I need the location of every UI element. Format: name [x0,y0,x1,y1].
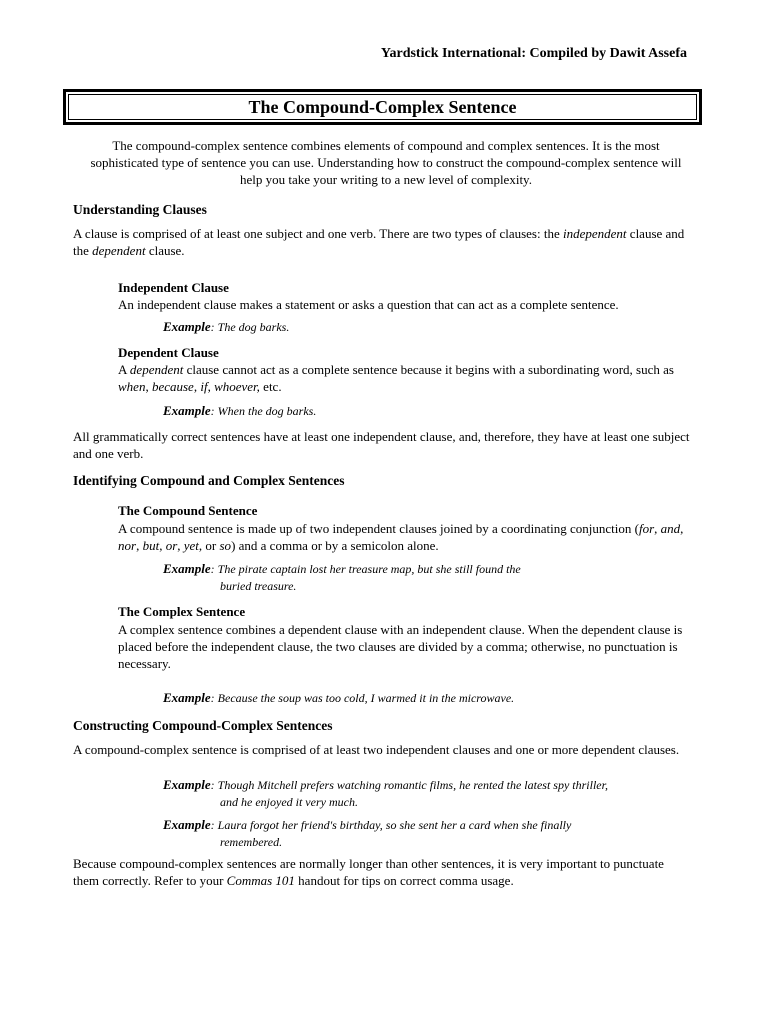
conjunction: but [142,538,160,553]
section-heading-constructing: Constructing Compound-Complex Sentences [73,718,333,733]
page-title: The Compound-Complex Sentence [68,94,697,120]
word-separator: , [654,521,661,536]
independent-clause-text: An independent clause makes a statement or asks a question that can act as a complete sentence. [118,297,619,312]
word-separator: , [177,538,184,553]
conjunction: and [660,521,681,536]
example-text-continued: buried treasure. [220,579,297,593]
clause-definition-paragraph [73,225,698,259]
example-text-continued: and he enjoyed it very much. [220,795,358,809]
example-text: : Though Mitchell prefers watching romantic films, he rented the latest spy thriller, [210,778,608,792]
term-dependent: dependent [129,362,184,377]
subheading-compound-sentence: The Compound Sentence [118,503,258,518]
example-label: Example [163,690,211,705]
subordinating-word: because [151,379,194,394]
clause-definition-text: A clause is comprised of at least one subject and one verb. There are two types of clauses: the [73,226,563,241]
term-independent: independent [563,226,627,241]
closing-text: handout for tips on correct comma usage. [294,873,514,888]
subheading-dependent-clause: Dependent Clause [118,345,219,360]
subheading-complex-sentence: The Complex Sentence [118,604,246,619]
page-header: Yardstick International: Compiled by Dawit Assefa [380,46,687,61]
conjunction: or [165,538,178,553]
constructing-text: A compound-complex sentence is comprised of at least two independent clauses and one or more dependent clauses. [73,742,680,757]
conjunction: yet [183,538,199,553]
compound-sentence-text [118,520,696,554]
example-text: : The dog barks. [210,320,290,334]
closing-text: Because compound-complex sentences are normally longer than other sentences, it is very important to punctuate them correctly. Refer to your [73,856,664,888]
example-text: : The pirate captain lost her treasure map, but she still found the [210,562,521,576]
dependent-text: A [118,362,130,377]
word-separator: , [136,538,143,553]
subheading-independent-clause: Independent Clause [118,280,229,295]
compound-text: ) and a comma or by a semicolon alone. [231,538,439,553]
section-heading-understanding-clauses: Understanding Clauses [73,202,207,217]
word-separator: , [207,379,215,394]
subordinating-word: if [200,379,208,394]
independent-clause-example [163,318,289,336]
handout-title: Commas 101 [226,873,295,888]
example-label: Example [163,777,211,792]
intro-paragraph: The compound-complex sentence combines elements of compound and complex sentences. It is the most sophisticated type of sentence you can use. Understanding how to construct the compound-complex sentence will help you take your writing to a new level of complexity. [90,138,682,187]
clause-definition-text: clause and the [73,226,685,258]
complex-sentence-example [163,689,514,707]
compound-text: A compound sentence is made up of two independent clauses joined by a coordinating conjunction ( [118,521,639,536]
word-separator: , [145,379,152,394]
example-label: Example [163,403,211,418]
dependent-text: clause cannot act as a complete sentence because it begins with a subordinating word, such as [183,362,674,377]
title-box [63,89,702,125]
section-heading-identifying: Identifying Compound and Complex Sentences [73,473,345,488]
dependent-clause-example [163,402,316,420]
example-label: Example [163,319,211,334]
example-text: : When the dog barks. [210,404,317,418]
conjunction: nor [118,538,137,553]
word-separator: , or [198,538,220,553]
term-dependent: dependent [92,243,146,258]
word-separator: , [680,521,684,536]
clause-definition-text: clause. [145,243,185,258]
dependent-text: etc. [259,379,282,394]
example-text-continued: remembered. [220,835,283,849]
example-text: : Laura forgot her friend's birthday, so she sent her a card when she finally [210,818,572,832]
compound-complex-example-1 [163,776,693,811]
subordinating-word: when [118,379,146,394]
example-text: : Because the soup was too cold, I warmed it in the microwave. [210,691,515,705]
closing-paragraph [73,855,683,889]
clauses-summary-paragraph: All grammatically correct sentences have at least one independent clause, and, therefore, they have at least one subject and one verb. [73,429,690,461]
compound-sentence-example [163,560,683,595]
example-label: Example [163,817,211,832]
dependent-clause-text [118,361,696,395]
conjunction: for [638,521,655,536]
conjunction: so [219,538,232,553]
word-separator: , [159,538,166,553]
subordinating-word: whoever, [214,379,260,394]
compound-complex-example-2 [163,816,693,851]
word-separator: , [193,379,201,394]
complex-sentence-text: A complex sentence combines a dependent clause with an independent clause. When the dependent clause is placed before the independent clause, the two clauses are divided by a comma; otherwise, no punctuation is necessary. [118,622,683,671]
example-label: Example [163,561,211,576]
